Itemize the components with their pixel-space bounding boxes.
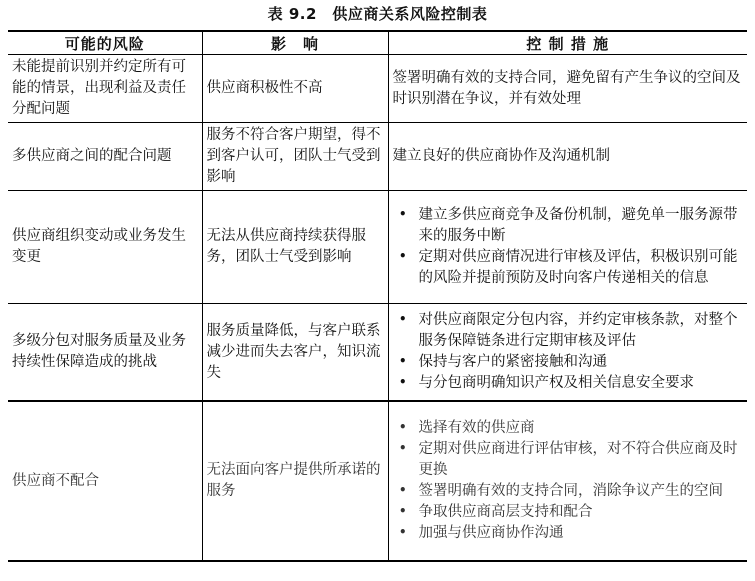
measure-item: • 争取供应商高层支持和配合 (393, 502, 744, 523)
measures-cell (388, 55, 747, 123)
measure-item: • 定期对供应商情况进行审核及评估，积极识别可能的风险并提前预防及时向客户传递相关的信息 (393, 247, 744, 289)
table-row (8, 191, 747, 304)
measures-cell (388, 191, 747, 304)
risk-cell: 供应商不配合 (8, 401, 202, 561)
measure-item: • 保持与客户的紧密接触和沟通 (393, 352, 744, 373)
table-row (8, 304, 747, 402)
table-row (8, 401, 747, 561)
risk-control-table (8, 30, 747, 562)
impact-cell: 无法面向客户提供所承诺的服务 (202, 401, 388, 561)
impact-cell: 服务质量降低，与客户联系减少进而失去客户，知识流失 (202, 304, 388, 402)
table-caption: 表 9.2 供应商关系风险控制表 (267, 5, 488, 23)
measure-list (393, 205, 744, 289)
table-row (8, 123, 747, 191)
measure-item: • 对供应商限定分包内容，并约定审核条款，对整个服务保障链条进行定期审核及评估 (393, 310, 744, 352)
measure-text: 签署明确有效的支持合同，避免留有产生争议的空间及时识别潜在争议，并有效处理 (392, 69, 741, 107)
measure-list (393, 310, 744, 394)
header-row (8, 31, 747, 55)
measure-list (393, 418, 744, 544)
measure-item: • 加强与供应商协作沟通 (393, 523, 744, 544)
measure-text: 建立良好的供应商协作及沟通机制 (392, 148, 610, 164)
risk-cell: 多级分包对服务质量及业务持续性保障造成的挑战 (8, 304, 202, 402)
measure-item: • 定期对供应商进行评估审核，对不符合供应商及时更换 (393, 439, 744, 481)
header-impact: 影 响 (202, 31, 388, 55)
measures-cell (388, 123, 747, 191)
table-row (8, 55, 747, 123)
impact-cell: 无法从供应商持续获得服务，团队士气受到影响 (202, 191, 388, 304)
risk-cell: 多供应商之间的配合问题 (8, 123, 202, 191)
measure-item: • 签署明确有效的支持合同，消除争议产生的空间 (393, 481, 744, 502)
measures-cell (388, 401, 747, 561)
measure-item: • 选择有效的供应商 (393, 418, 744, 439)
measures-cell (388, 304, 747, 402)
risk-cell: 未能提前识别并约定所有可能的情景，出现利益及责任分配问题 (8, 55, 202, 123)
impact-cell: 供应商积极性不高 (202, 55, 388, 123)
impact-cell: 服务不符合客户期望，得不到客户认可，团队士气受到影响 (202, 123, 388, 191)
header-measures: 控 制 措 施 (388, 31, 747, 55)
risk-cell: 供应商组织变动或业务发生变更 (8, 191, 202, 304)
measure-item: • 与分包商明确知识产权及相关信息安全要求 (393, 373, 744, 394)
header-risk: 可能的风险 (8, 31, 202, 55)
measure-item: • 建立多供应商竞争及备份机制，避免单一服务源带来的服务中断 (393, 205, 744, 247)
